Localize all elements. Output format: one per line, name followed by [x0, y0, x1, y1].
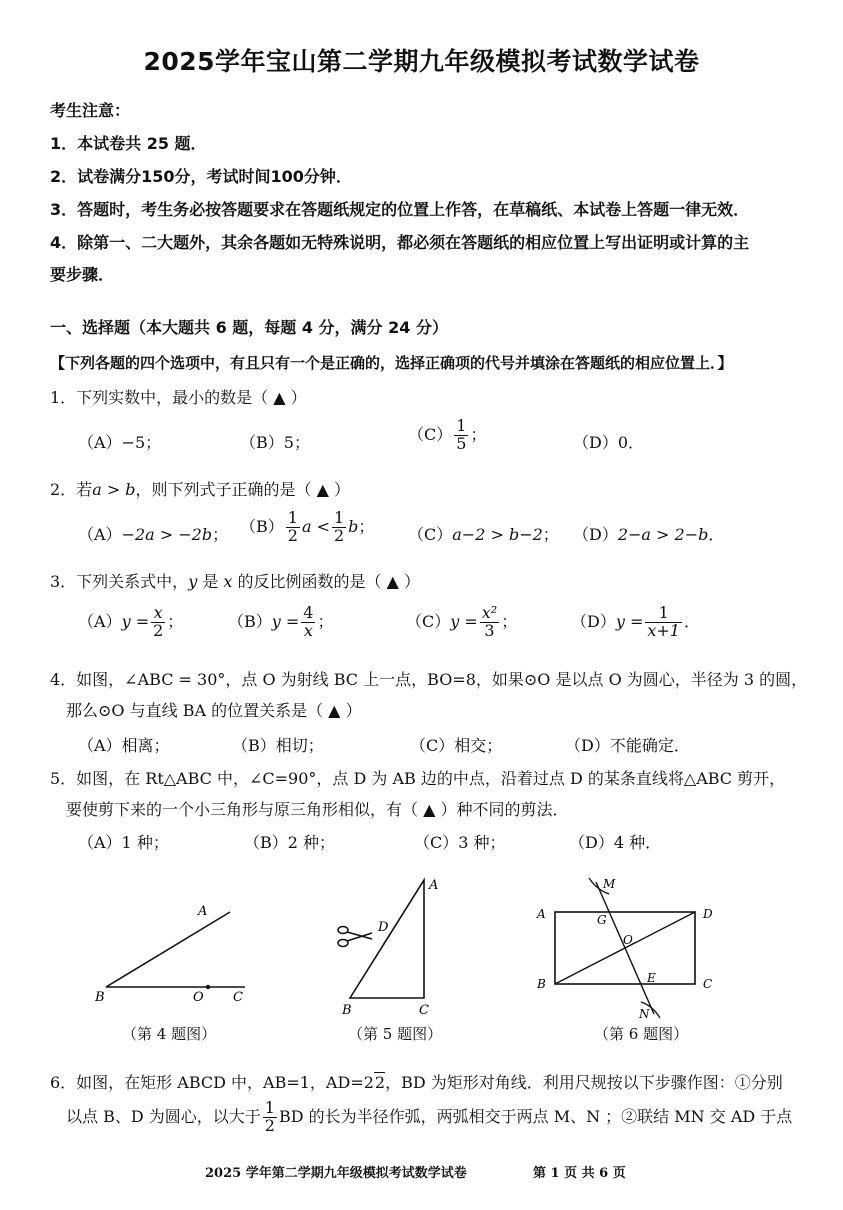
label-o: O: [623, 933, 633, 947]
q3-d-tail: ．: [683, 611, 700, 631]
q2-b-mid: a <: [301, 516, 330, 536]
q6-line1: [50, 1070, 783, 1093]
q3-tail: 的反比例函数的是（ ▲ ）: [232, 572, 421, 591]
q4-line1: 4．如图，∠ABC = 30°，点 O 为射线 BC 上一点，BO=8，如果⊙O 是以点 O 为圆心，半径为 3 的圆，: [50, 670, 808, 689]
q5-option-d: （D）4 种．: [569, 833, 662, 852]
q2-num: 2．若: [50, 480, 93, 499]
label-g: G: [597, 913, 607, 927]
label-e: E: [647, 971, 656, 985]
q2-option-d-expr: 2−a > 2−b: [617, 525, 709, 544]
triangle-abc: [350, 880, 424, 998]
q2-option-d-tail: ．: [708, 525, 725, 544]
q3-a-lhs: y =: [121, 611, 150, 631]
q3-a-tail: ；: [167, 611, 184, 631]
figure-5: [330, 872, 455, 1022]
q2-option-b-label: （B）: [240, 516, 284, 536]
q3-d-den: x+1: [647, 620, 680, 640]
figure-4-caption: （第 4 题图）: [122, 1025, 217, 1043]
label-b: B: [95, 990, 105, 1005]
label-a: A: [198, 904, 208, 919]
q1-option-c-tail: ；: [470, 424, 487, 444]
q3-c-label: （C）: [406, 611, 451, 631]
q3-b-num: 4: [303, 603, 314, 622]
q3-b-label: （B）: [228, 611, 272, 631]
q5-line2: 要使剪下来的一个小三角形与原三角形相似，有（ ▲ ）种不同的剪法．: [66, 800, 569, 819]
q3-d-num: 1: [645, 605, 682, 623]
figure-6: [525, 870, 730, 1020]
q3-d-frac: [645, 605, 682, 640]
q2-option-a-label: （A）: [78, 525, 122, 544]
q1-option-c-num: 1: [456, 416, 467, 435]
point-o: [206, 985, 210, 989]
section1-instruction: 【下列各题的四个选项中，有且只有一个是正确的，选择正确项的代号并填涂在答题纸的相应位置上．】: [50, 354, 733, 372]
notice-item-4: 4．除第一、二大题外，其余各题如无特殊说明，都必须在答题纸的相应位置上写出证明或计算的主: [50, 233, 750, 252]
q5-option-a: （A）1 种；: [78, 833, 169, 852]
q4-option-c: （C）相交；: [410, 736, 503, 755]
q3-c-num: x²: [481, 603, 498, 622]
q2-option-a: [78, 522, 228, 545]
q3-option-d: [571, 605, 700, 640]
q4-line2: 那么⊙O 与直线 BA 的位置关系是（ ▲ ）: [66, 701, 362, 720]
q2-b-end: b: [348, 516, 359, 536]
q3-a-frac: [151, 605, 165, 640]
notice-item-4-cont: 要步骤．: [50, 265, 115, 284]
q1-option-c-label: （C）: [408, 424, 453, 444]
q2-option-d: [573, 522, 724, 545]
q2-b-num2: 1: [333, 508, 345, 527]
q3-c-lhs: y =: [450, 611, 478, 631]
q6-line2-b: BD 的长为半径作弧，两弧相交于两点 M、N ；②联结 MN 交 AD 于点: [278, 1106, 793, 1126]
q3-option-a: [78, 605, 183, 640]
notice-item-1: 1．本试卷共 25 题．: [50, 134, 207, 153]
figure-4: [90, 895, 260, 1015]
label-a: A: [537, 907, 546, 921]
notice-item-2: 2．试卷满分150分，考试时间100分钟．: [50, 167, 352, 186]
q1-option-d: （D）0．: [573, 433, 645, 452]
q1-option-b: （B）5；: [240, 433, 310, 452]
q2-b-num1: 1: [287, 508, 298, 527]
figure-6-caption: （第 6 题图）: [594, 1025, 689, 1043]
q2-option-c-expr: a−2 > b−2: [452, 525, 543, 544]
label-c: C: [703, 977, 713, 991]
q3-option-c: [406, 605, 517, 640]
label-o: O: [193, 990, 204, 1005]
label-d: D: [378, 920, 389, 935]
ray-ba: [106, 912, 230, 987]
q3-c-den: 3: [484, 620, 495, 640]
q3-a-label: （A）: [78, 611, 122, 631]
q6-line1-b: ，BD 为矩形对角线．利用尺规按以下步骤作图：①分别: [385, 1073, 783, 1092]
q2-option-b-frac1: [286, 510, 300, 545]
notice-heading: 考生注意：: [50, 101, 131, 120]
q3-mid: 是: [197, 572, 224, 591]
q5-option-c: （C）3 种；: [414, 833, 506, 852]
scissors-icon: [338, 927, 372, 947]
q3-c-tail: ；: [501, 611, 518, 631]
q5-option-b: （B）2 种；: [244, 833, 336, 852]
q3-b-frac: [301, 605, 315, 640]
label-c: C: [419, 1003, 429, 1018]
q6-sqrt-radicand: 2: [374, 1073, 386, 1092]
q3-a-den: 2: [153, 620, 164, 640]
q2-option-c-tail: ；: [542, 525, 559, 544]
q4-option-b: （B）相切；: [232, 736, 324, 755]
q3-b-den: x: [303, 620, 313, 640]
footer-title: 2025 学年第二学期九年级模拟考试数学试卷: [205, 1166, 467, 1181]
q2-option-d-label: （D）: [573, 525, 618, 544]
section1-heading: 一、选择题（本大题共 6 题，每题 4 分，满分 24 分）: [50, 318, 448, 337]
q3-d-lhs: y =: [615, 611, 644, 631]
q3-y: y: [188, 572, 198, 591]
page-title: 2025学年宝山第二学期九年级模拟考试数学试卷: [143, 47, 700, 76]
q6-line2: [66, 1100, 792, 1135]
q2-option-b-frac2: [332, 510, 346, 545]
q4-option-a: （A）相离；: [78, 736, 170, 755]
q2-option-a-expr: −2a > −2b: [121, 525, 213, 544]
q2-b-den1: 2: [287, 525, 298, 545]
label-a: A: [429, 878, 439, 893]
q2-option-c-label: （C）: [408, 525, 453, 544]
q1-option-c-den: 5: [456, 433, 467, 453]
q2-option-b-tail: ；: [358, 516, 375, 536]
q6-fraction: [263, 1100, 277, 1135]
label-n: N: [639, 1007, 650, 1020]
label-d: D: [703, 907, 713, 921]
q1-option-a: （A）−5；: [78, 433, 162, 452]
q3-a-num: x: [151, 605, 165, 623]
footer-page-number: 第 1 页 共 6 页: [533, 1166, 626, 1181]
q3-d-label: （D）: [571, 611, 616, 631]
q6-num: 1: [264, 1098, 275, 1117]
label-m: M: [603, 877, 616, 891]
q3-stem: [50, 569, 420, 592]
q2-option-b: [240, 510, 374, 545]
q3-b-lhs: y =: [271, 611, 300, 631]
q2-option-a-tail: ；: [212, 525, 229, 544]
q3-b-tail: ；: [317, 611, 334, 631]
label-b: B: [342, 1003, 352, 1018]
q6-den: 2: [264, 1115, 275, 1135]
notice-item-3: 3．答题时，考生务必按答题要求在答题纸规定的位置上作答，在草稿纸、本试卷上答题一律无效．: [50, 200, 750, 219]
line-mn: [596, 882, 654, 1014]
q2-option-c: [408, 522, 559, 545]
q2-stem: [50, 477, 350, 500]
label-b: B: [537, 977, 546, 991]
label-c: C: [233, 990, 243, 1005]
q2-b-den2: 2: [333, 525, 345, 545]
q3-c-frac: [480, 605, 499, 640]
q3-option-b: [228, 605, 334, 640]
q5-line1: 5．如图，在 Rt△ABC 中，∠C=90°，点 D 为 AB 边的中点，沿着过点 D 的某条直线将△ABC 剪开，: [50, 769, 786, 788]
q3-x: x: [223, 572, 233, 591]
q6-line2-a: 以点 B、D 为圆心，以大于: [66, 1106, 261, 1126]
q6-line1-a: 6．如图，在矩形 ABCD 中，AB=1，AD=2: [50, 1073, 374, 1092]
q1-option-c: [408, 418, 486, 453]
q3-num: 3．下列关系式中，: [50, 572, 189, 591]
q2-condition: a > b: [92, 480, 136, 499]
q4-option-d: （D）不能确定．: [565, 736, 690, 755]
figure-5-caption: （第 5 题图）: [348, 1025, 443, 1043]
q1-option-c-fraction: [454, 418, 468, 453]
q1-stem: 1．下列实数中，最小的数是（ ▲ ）: [50, 388, 307, 407]
q2-tail: ，则下列式子正确的是（ ▲ ）: [135, 480, 351, 499]
